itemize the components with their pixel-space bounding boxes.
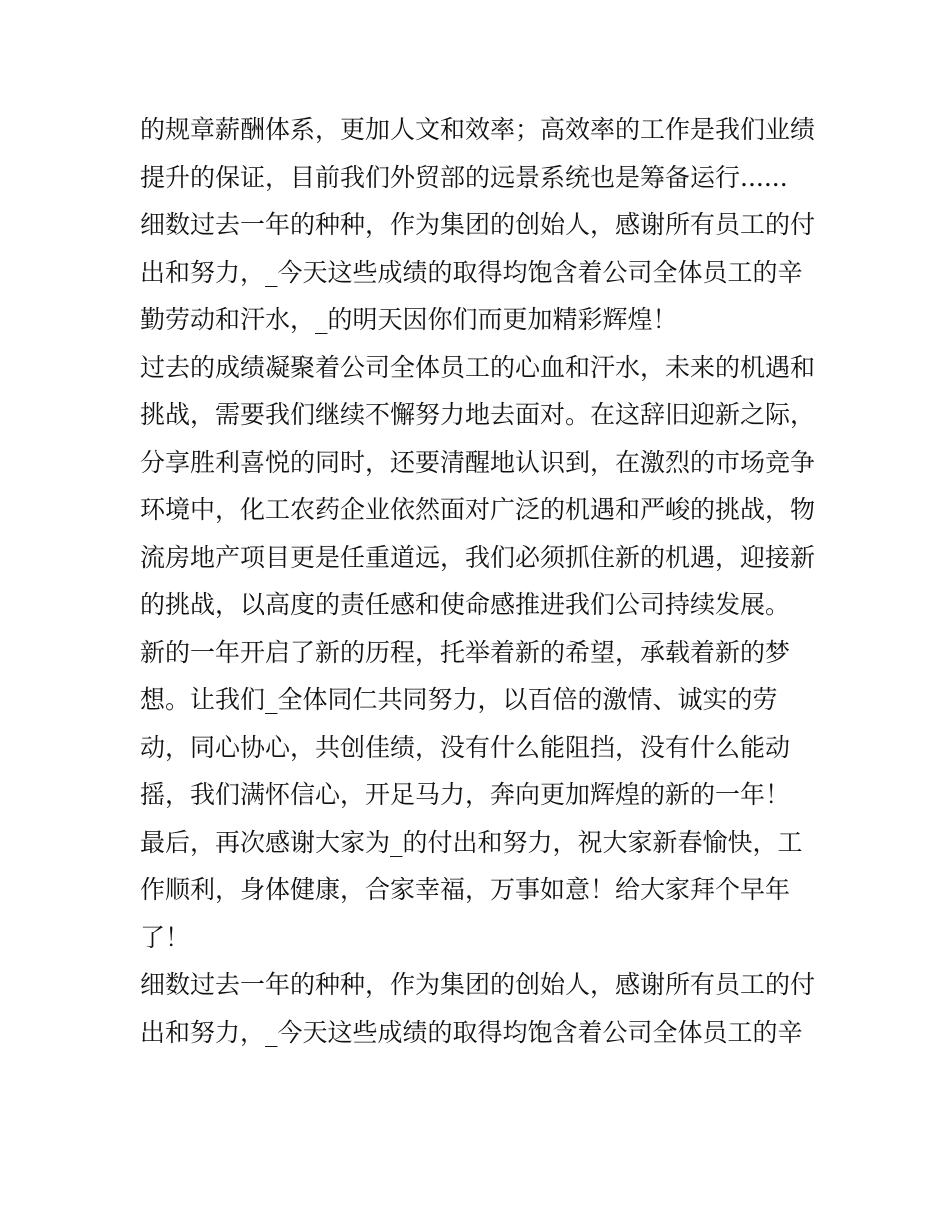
text-line: 勤劳动和汗水，_的明天因你们而更加精彩辉煌！ [140, 305, 678, 334]
text-line: 想。让我们_全体同仁共同努力，以百倍的激情、诚实的劳 [140, 685, 778, 714]
document-body [140, 106, 820, 1056]
text-line: 流房地产项目更是任重道远，我们必须抓住新的机遇，迎接新 [140, 542, 816, 572]
text-line: 分享胜利喜悦的同时，还要清醒地认识到，在激烈的市场竞争 [140, 447, 816, 477]
text-line: 动，同心协心，共创佳绩，没有什么能阻挡，没有什么能动 [140, 732, 791, 762]
text-line: 作顺利，身体健康，合家幸福，万事如意！给大家拜个早年 [140, 875, 791, 904]
text-line: 了！ [140, 922, 191, 952]
text-line: 细数过去一年的种种，作为集团的创始人，感谢所有员工的付 [140, 210, 816, 239]
text-line: 摇，我们满怀信心，开足马力，奔向更加辉煌的新的一年！ [140, 780, 791, 809]
text-line: 过去的成绩凝聚着公司全体员工的心血和汗水，未来的机遇和 [140, 352, 816, 382]
text-line: 出和努力，_今天这些成绩的取得均饱含着公司全体员工的辛 [140, 1017, 803, 1047]
text-line: 最后，再次感谢大家为_的付出和努力，祝大家新春愉快，工 [140, 827, 803, 857]
text-line: 出和努力，_今天这些成绩的取得均饱含着公司全体员工的辛 [140, 257, 803, 287]
text-line: 细数过去一年的种种，作为集团的创始人，感谢所有员工的付 [140, 970, 816, 999]
text-line: 的规章薪酬体系，更加人文和效率；高效率的工作是我们业绩 [140, 115, 816, 144]
text-line: 提升的保证，目前我们外贸部的远景系统也是筹备运行...... [140, 162, 788, 192]
text-line: 新的一年开启了新的历程，托举着新的希望，承载着新的梦 [140, 637, 791, 667]
text-line: 的挑战，以高度的责任感和使命感推进我们公司持续发展。 [140, 590, 791, 619]
text-line: 环境中，化工农药企业依然面对广泛的机遇和严峻的挑战，物 [140, 495, 816, 524]
text-line: 挑战，需要我们继续不懈努力地去面对。在这辞旧迎新之际， [140, 400, 816, 429]
